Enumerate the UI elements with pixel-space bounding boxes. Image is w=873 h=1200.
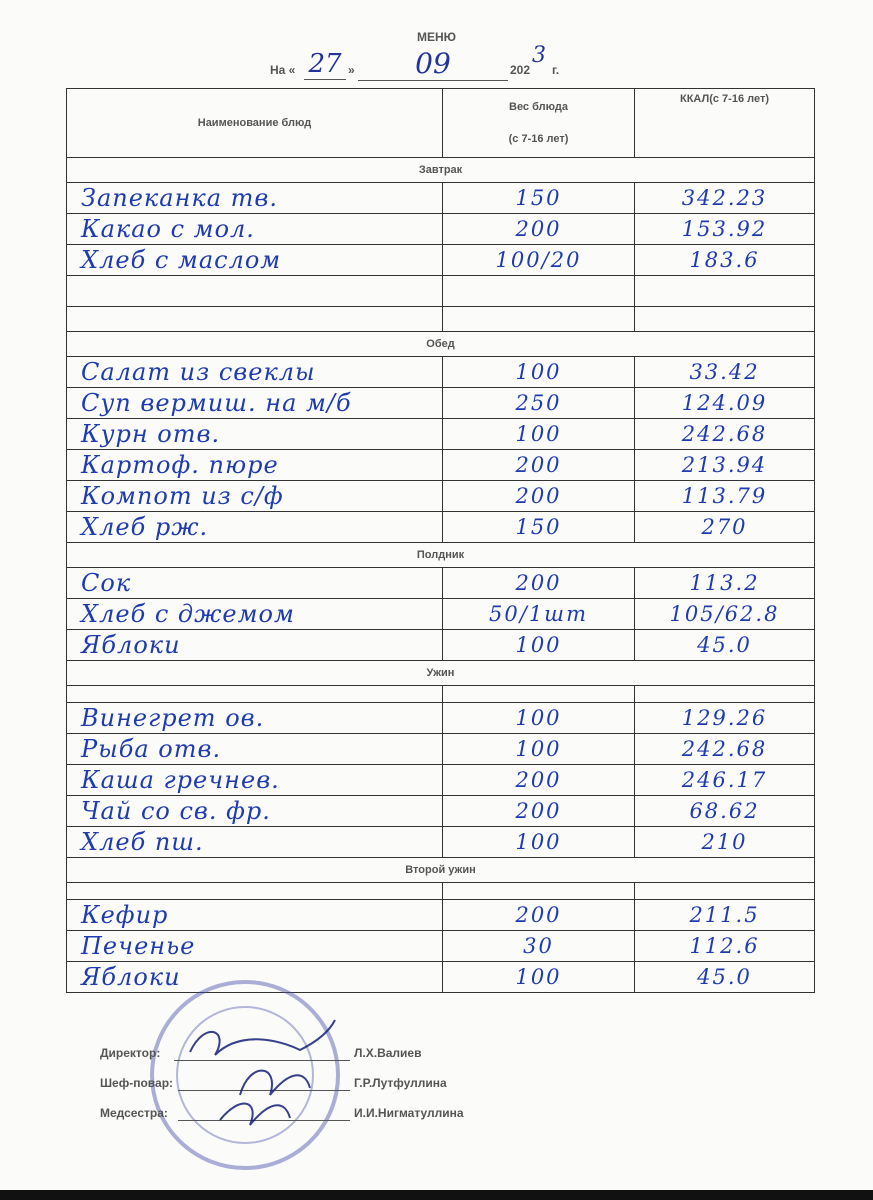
- section-lunch: [67, 332, 815, 357]
- dish-kcal: 213.94: [681, 453, 768, 477]
- table-row: [67, 796, 815, 827]
- chef-role: Шеф-повар:: [100, 1076, 174, 1090]
- dish-weight: 200: [515, 484, 562, 508]
- menu-title: МЕНЮ: [416, 30, 457, 44]
- dish-name: Яблоки: [81, 963, 181, 991]
- table-row: [67, 388, 815, 419]
- date-prefix: На «: [270, 63, 296, 77]
- dish-kcal: 342.23: [681, 186, 768, 210]
- table-row: [67, 630, 815, 661]
- dish-weight: 50/1шт: [489, 602, 588, 626]
- dish-name: Курн отв.: [81, 420, 221, 448]
- dish-kcal: 242.68: [681, 422, 768, 446]
- dish-kcal: 211.5: [689, 903, 760, 927]
- dish-name: Суп вермиш. на м/б: [81, 389, 352, 417]
- dish-weight: 150: [515, 186, 562, 210]
- signatures-block: [100, 1040, 600, 1130]
- date-suffix: г.: [552, 63, 560, 77]
- scan-bottom-edge: [0, 1190, 873, 1200]
- table-row: [67, 734, 815, 765]
- date-line: [270, 43, 610, 81]
- dish-weight: 200: [515, 217, 562, 241]
- dish-kcal: 242.68: [681, 737, 768, 761]
- dish-weight: 100: [515, 737, 562, 761]
- dish-weight: 200: [515, 571, 562, 595]
- table-row: [67, 481, 815, 512]
- table-row: [67, 450, 815, 481]
- dish-kcal: 112.6: [689, 934, 760, 958]
- dish-name: Кефир: [81, 901, 169, 929]
- dish-kcal: 210: [701, 830, 748, 854]
- dish-name: Сок: [81, 569, 132, 597]
- table-row: [67, 357, 815, 388]
- director-name: Л.Х.Валиев: [354, 1046, 422, 1060]
- dish-kcal: 129.26: [681, 706, 768, 730]
- section-title: Ужин: [67, 661, 815, 686]
- dish-weight: 100: [515, 360, 562, 384]
- dish-kcal: 270: [701, 515, 748, 539]
- dish-kcal: 68.62: [689, 799, 760, 823]
- signature-line: [174, 1060, 350, 1061]
- table-row: [67, 703, 815, 734]
- section-breakfast: [67, 158, 815, 183]
- dish-kcal: 45.0: [697, 633, 752, 657]
- dish-kcal: 45.0: [697, 965, 752, 989]
- dish-name: Хлеб с маслом: [81, 246, 282, 274]
- dish-name: Хлеб с джемом: [81, 600, 295, 628]
- empty-row: [67, 883, 815, 900]
- empty-row: [67, 307, 815, 332]
- table-row: [67, 183, 815, 214]
- dish-kcal: 33.42: [689, 360, 760, 384]
- dish-weight: 100: [515, 830, 562, 854]
- dish-kcal: 246.17: [681, 768, 768, 792]
- table-row: [67, 214, 815, 245]
- dish-weight: 30: [523, 934, 554, 958]
- table-row: [67, 245, 815, 276]
- nurse-name: И.И.Нигматуллина: [354, 1106, 464, 1120]
- empty-row: [67, 686, 815, 703]
- dish-kcal: 113.2: [689, 571, 760, 595]
- section-title: Обед: [67, 332, 815, 357]
- table-row: [67, 931, 815, 962]
- dish-weight: 100: [515, 633, 562, 657]
- section-title: Второй ужин: [67, 858, 815, 883]
- date-month: 09: [358, 47, 508, 81]
- dish-weight: 200: [515, 799, 562, 823]
- dish-name: Каша гречнев.: [81, 766, 280, 794]
- date-year-digit: 3: [532, 43, 546, 68]
- dish-kcal: 153.92: [681, 217, 768, 241]
- dish-weight: 100/20: [495, 248, 582, 272]
- dish-name: Яблоки: [81, 631, 181, 659]
- date-day: 27: [304, 49, 346, 80]
- director-role: Директор:: [100, 1046, 161, 1060]
- dish-name: Картоф. пюре: [81, 451, 279, 479]
- signature-line: [178, 1120, 350, 1121]
- dish-name: Хлеб пш.: [81, 828, 204, 856]
- section-dinner: [67, 661, 815, 686]
- dish-weight: 200: [515, 453, 562, 477]
- signature-line: [178, 1090, 350, 1091]
- dish-weight: 250: [515, 391, 562, 415]
- dish-kcal: 105/62.8: [669, 602, 780, 626]
- director-signature-row: [100, 1040, 600, 1070]
- nurse-role: Медсестра:: [100, 1106, 168, 1120]
- col-name-header: Наименование блюд: [67, 89, 443, 158]
- table-row: [67, 765, 815, 796]
- dish-name: Компот из с/ф: [81, 482, 284, 510]
- section-second-dinner: [67, 858, 815, 883]
- dish-weight: 200: [515, 903, 562, 927]
- table-row: [67, 419, 815, 450]
- dish-name: Рыба отв.: [81, 735, 222, 763]
- date-year-prefix: 202: [510, 63, 531, 77]
- chef-signature-row: [100, 1070, 600, 1100]
- menu-table: [66, 88, 815, 993]
- dish-name: Чай со св. фр.: [81, 797, 271, 825]
- table-header-row: [67, 89, 815, 158]
- dish-weight: 100: [515, 965, 562, 989]
- dish-kcal: 113.79: [681, 484, 768, 508]
- dish-name: Хлеб рж.: [81, 513, 209, 541]
- table-row: [67, 599, 815, 630]
- dish-weight: 200: [515, 768, 562, 792]
- table-row: [67, 962, 815, 993]
- nurse-signature-row: [100, 1100, 600, 1130]
- dish-weight: 100: [515, 422, 562, 446]
- dish-name: Запеканка тв.: [81, 184, 278, 212]
- empty-row: [67, 276, 815, 307]
- dish-kcal: 183.6: [689, 248, 760, 272]
- section-title: Завтрак: [67, 158, 815, 183]
- dish-weight: 100: [515, 706, 562, 730]
- dish-name: Винегрет ов.: [81, 704, 265, 732]
- col-weight-header: Вес блюда (с 7-16 лет): [443, 89, 635, 158]
- date-close-quote: »: [348, 63, 355, 77]
- table-row: [67, 512, 815, 543]
- dish-kcal: 124.09: [681, 391, 768, 415]
- dish-name: Какао с мол.: [81, 215, 255, 243]
- section-title: Полдник: [67, 543, 815, 568]
- table-row: [67, 900, 815, 931]
- section-snack: [67, 543, 815, 568]
- dish-name: Салат из свеклы: [81, 358, 316, 386]
- chef-name: Г.Р.Лутфуллина: [354, 1076, 447, 1090]
- table-row: [67, 827, 815, 858]
- table-row: [67, 568, 815, 599]
- dish-name: Печенье: [81, 932, 196, 960]
- col-kcal-header: ККАЛ(с 7-16 лет): [635, 89, 815, 158]
- dish-weight: 150: [515, 515, 562, 539]
